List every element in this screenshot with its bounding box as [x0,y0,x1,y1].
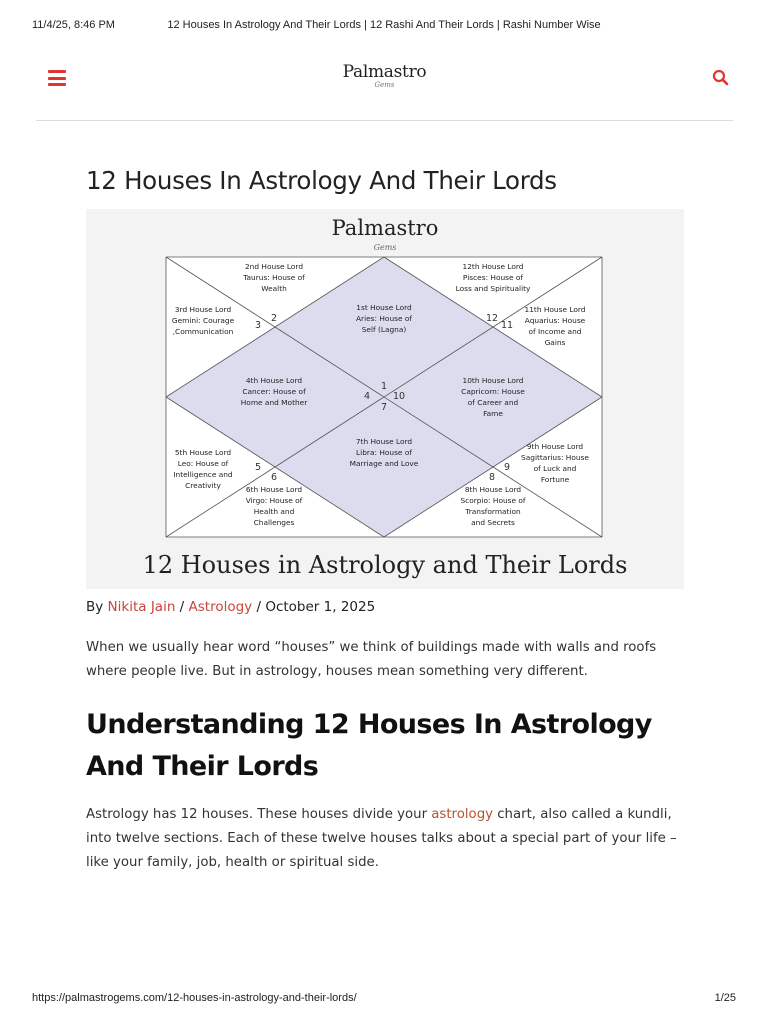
house-3-number: 3 [254,320,262,331]
author-link[interactable]: Nikita Jain [107,599,176,615]
house-12-label: Pisces: House of [462,273,524,282]
house-1-number: 1 [380,381,388,392]
house-3-label: ,Communication [172,327,234,336]
logo-subtext: Gems [374,81,395,89]
house-7-label: Libra: House of [356,448,412,457]
section-heading: Understanding 12 Houses In Astrology And Their Lords [86,709,652,782]
house-8-label: and Secrets [471,518,515,527]
house-8-label: Scorpio: House of [460,496,526,505]
house-7-number: 7 [380,402,388,413]
chart-brand: Palmastro [331,216,439,240]
category-link[interactable]: Astrology [188,599,253,615]
astrology-link[interactable]: astrology [431,807,494,822]
house-2-label: Wealth [261,284,287,293]
house-11-label: 11th House Lord [524,305,586,314]
house-2-label: 2nd House Lord [244,262,304,271]
house-8-label: 8th House Lord [464,485,522,494]
house-5-label: Intelligence and [173,470,233,479]
house-1-label: Aries: House of [355,314,413,323]
house-4-number: 4 [363,391,371,402]
house-6-label: Health and [253,507,295,516]
house-6-label: Challenges [253,518,295,527]
house-11-number: 11 [500,320,514,331]
post-date: October 1, 2025 [265,599,376,615]
house-1-label: Self (Lagna) [361,325,407,334]
house-2-label: Taurus: House of [243,273,305,282]
house-8-label: Transformation [465,507,521,516]
body-text: chart, also called a kundli, into twelve sections. Each of these twelve houses talks about a special part of your life – like your family, job, health or spiritual side. [86,807,677,870]
house-6-label: 6th House Lord [245,485,303,494]
meta-separator: / [252,599,266,615]
featured-image [86,209,684,589]
house-4-label: Home and Mother [240,398,308,407]
house-11-label: Gains [544,338,566,347]
site-logo[interactable] [36,62,733,89]
house-3-label: Gemini: Courage [171,316,235,325]
print-footer [0,992,768,1012]
post-title: 12 Houses In Astrology And Their Lords [86,166,557,195]
logo-text: Palmastro [342,62,427,82]
chart-brand-sub: Gems [373,243,397,252]
house-9-label: Sagittarius: House [521,453,589,462]
house-12-label: 12th House Lord [462,262,524,271]
print-url: https://palmastrogems.com/12-houses-in-astrology-and-their-lords/ [32,992,357,1004]
house-6-label: Virgo: House of [245,496,303,505]
house-6-number: 6 [270,472,278,483]
meta-by: By [86,599,108,615]
house-9-number: 9 [503,462,511,473]
kundli-chart [86,209,684,589]
house-9-label: Fortune [540,475,570,484]
search-icon[interactable] [711,68,731,88]
house-11-label: of Income and [528,327,582,336]
print-datetime: 11/4/25, 8:46 PM [32,19,115,31]
house-5-number: 5 [254,462,262,473]
house-10-label: Capricorn: House [461,387,525,396]
post-meta [86,599,375,615]
print-header [0,0,768,40]
house-8-number: 8 [488,472,496,483]
site-header [36,52,733,121]
house-11-label: Aquarius: House [524,316,586,325]
house-7-label: 7th House Lord [355,437,413,446]
print-page-title: 12 Houses In Astrology And Their Lords | 12 Rashi And Their Lords | Rashi Number Wise [167,19,601,31]
house-3-label: 3rd House Lord [174,305,232,314]
house-12-number: 12 [485,313,499,324]
body-paragraph [86,803,696,875]
chart-grid [166,257,602,537]
house-10-number: 10 [392,391,406,402]
house-10-label: 10th House Lord [462,376,524,385]
meta-separator: / [175,599,189,615]
house-5-label: Creativity [185,481,221,490]
house-5-label: Leo: House of [177,459,229,468]
intro-paragraph: When we usually hear word “houses” we think of buildings made with walls and roofs where people live. But in astrology, houses mean something very different. [86,640,657,679]
house-12-label: Loss and Spirituality [455,284,531,293]
house-4-label: Cancer: House of [242,387,306,396]
house-5-label: 5th House Lord [174,448,232,457]
house-2-number: 2 [270,313,278,324]
house-9-label: 9th House Lord [526,442,584,451]
chart-caption: 12 Houses in Astrology and Their Lords [142,551,628,579]
house-1-label: 1st House Lord [356,303,412,312]
house-10-label: Fame [483,409,503,418]
print-page-number: 1/25 [714,992,736,1004]
house-10-label: of Career and [467,398,519,407]
body-text: Astrology has 12 houses. These houses divide your [86,807,432,822]
house-9-label: of Luck and [533,464,577,473]
house-7-label: Marriage and Love [349,459,419,468]
house-4-label: 4th House Lord [245,376,303,385]
